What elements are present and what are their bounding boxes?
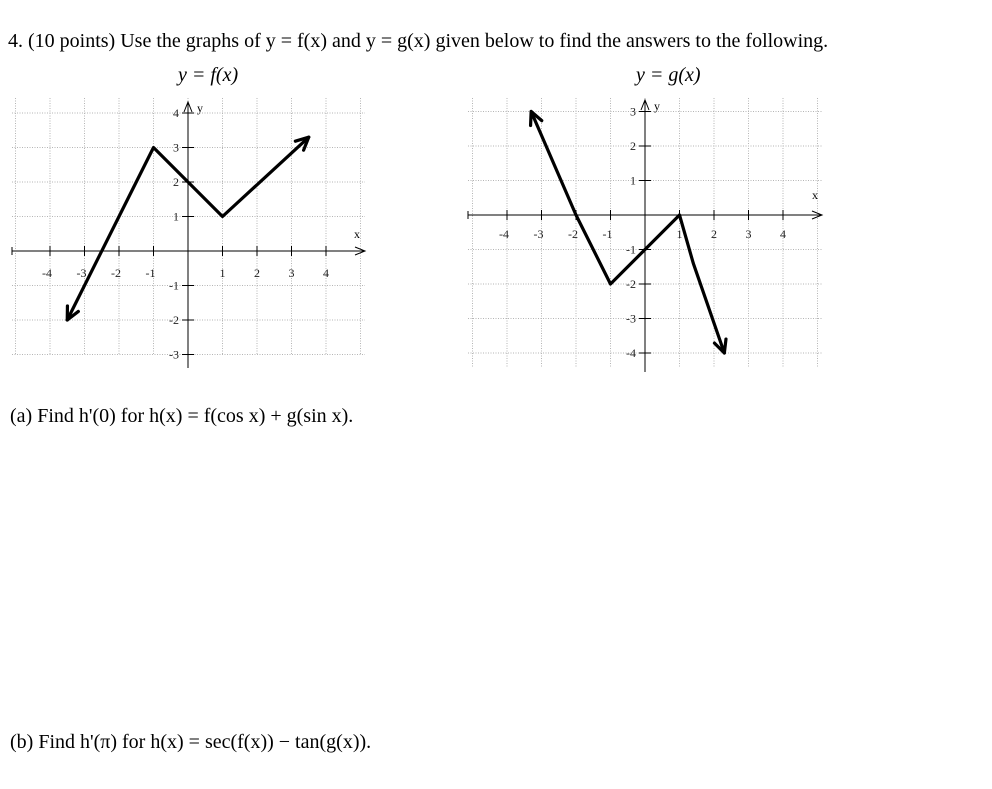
y-axis-label: y: [197, 101, 203, 115]
graph-f-title: y = f(x): [178, 64, 239, 86]
y-tick-label: -1: [169, 278, 179, 293]
x-tick-label: 2: [711, 227, 717, 241]
y-tick-label: 3: [173, 140, 179, 155]
graph-f: [0, 90, 380, 375]
y-tick-label: -3: [169, 347, 179, 362]
x-tick-label: 2: [254, 266, 260, 280]
x-tick-label: -3: [533, 227, 544, 241]
x-tick-label: -1: [602, 227, 613, 241]
x-tick-label: -4: [499, 227, 509, 241]
graph-g: [460, 90, 840, 375]
x-tick-label: -1: [145, 266, 156, 280]
x-axis-label: x: [812, 188, 818, 202]
x-tick-label: -4: [42, 266, 52, 280]
y-tick-label: -1: [626, 242, 636, 257]
y-tick-label: 3: [630, 104, 636, 119]
y-tick-label: -4: [626, 346, 636, 360]
problem-statement: 4. (10 points) Use the graphs of y = f(x) and y = g(x) given below to find the answers to the following.: [8, 30, 829, 52]
x-tick-label: 4: [780, 227, 786, 241]
x-axis-label: x: [354, 227, 360, 241]
graph-g-title: y = g(x): [636, 64, 701, 86]
x-tick-label: -3: [76, 266, 87, 280]
y-tick-label: 2: [173, 175, 179, 189]
x-tick-label: 4: [323, 266, 329, 280]
y-tick-label: -2: [169, 313, 179, 327]
part-a-question: (a) Find h'(0) for h(x) = f(cos x) + g(sin x).: [10, 405, 354, 427]
x-tick-label: 1: [219, 266, 226, 280]
y-tick-label: -3: [626, 311, 636, 326]
part-b-question: (b) Find h'(π) for h(x) = sec(f(x)) − tan(g(x)).: [10, 731, 372, 753]
y-tick-label: -2: [626, 277, 636, 291]
y-axis-label: y: [654, 99, 660, 113]
x-tick-label: -2: [111, 266, 121, 280]
y-tick-label: 1: [173, 209, 179, 224]
x-tick-label: 3: [288, 266, 295, 280]
x-tick-label: 1: [676, 227, 683, 241]
y-tick-label: 1: [630, 173, 636, 188]
x-tick-label: 3: [745, 227, 752, 241]
x-tick-label: -2: [568, 227, 578, 241]
y-tick-label: 4: [173, 106, 179, 120]
y-tick-label: 2: [630, 139, 636, 153]
